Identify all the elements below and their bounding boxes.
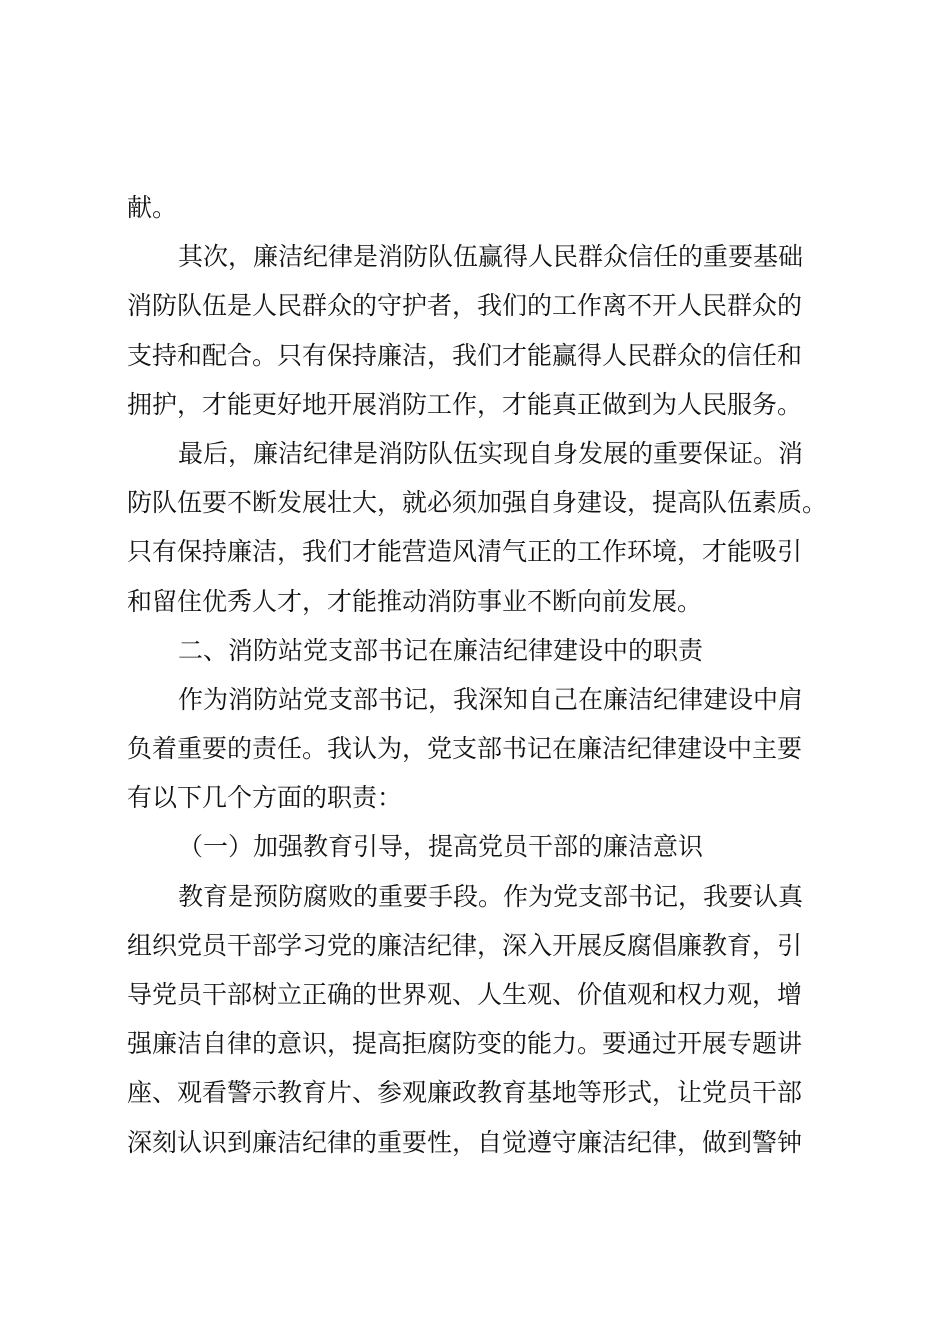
text-line: 防队伍要不断发展壮大，就必须加强自身建设，提高队伍素质。 (127, 488, 828, 518)
paragraph-start-line: 教育是预防腐败的重要手段。作为党支部书记，我要认真 (178, 881, 804, 911)
text-line: 只有保持廉洁，我们才能营造风清气正的工作环境，才能吸引 (127, 537, 803, 567)
document-body (127, 183, 847, 1167)
text-line: 拥护，才能更好地开展消防工作，才能真正做到为人民服务。 (127, 389, 803, 419)
text-line: 支持和配合。只有保持廉洁，我们才能赢得人民群众的信任和 (127, 340, 803, 370)
paragraph-start-line: 作为消防站党支部书记，我深知自己在廉洁纪律建设中肩 (178, 684, 804, 714)
paragraph-start-line: 其次，廉洁纪律是消防队伍赢得人民群众信任的重要基础 (178, 242, 804, 272)
text-line: 有以下几个方面的职责： (127, 783, 403, 813)
text-line: 强廉洁自律的意识，提高拒腐防变的能力。要通过开展专题讲 (127, 1029, 803, 1059)
text-line: 消防队伍是人民群众的守护者，我们的工作离不开人民群众的 (127, 291, 803, 321)
text-line: 负着重要的责任。我认为，党支部书记在廉洁纪律建设中主要 (127, 734, 803, 764)
text-line: 深刻认识到廉洁纪律的重要性，自觉遵守廉洁纪律，做到警钟 (127, 1127, 803, 1157)
paragraph-start-line: 最后，廉洁纪律是消防队伍实现自身发展的重要保证。消 (178, 438, 804, 468)
text-line: 组织党员干部学习党的廉洁纪律，深入开展反腐倡廉教育，引 (127, 930, 803, 960)
text-line: 和留住优秀人才，才能推动消防事业不断向前发展。 (127, 586, 703, 616)
text-line: 座、观看警示教育片、参观廉政教育基地等形式，让党员干部 (127, 1078, 803, 1108)
text-line: 献。 (127, 193, 178, 222)
text-line: 导党员干部树立正确的世界观、人生观、价值观和权力观，增 (127, 980, 803, 1009)
section-heading: 二、消防站党支部书记在廉洁纪律建设中的职责 (178, 635, 704, 665)
subsection-heading: （一）加强教育引导，提高党员干部的廉洁意识 (178, 832, 704, 862)
